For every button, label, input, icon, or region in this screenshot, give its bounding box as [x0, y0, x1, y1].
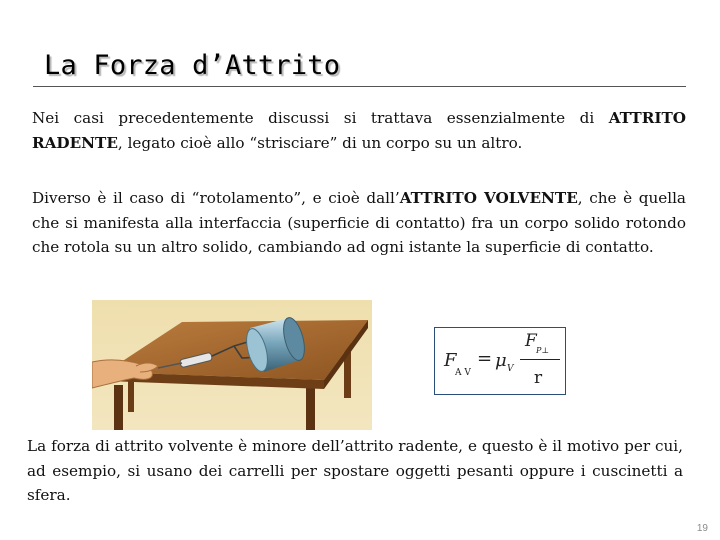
formula-mu: μ	[495, 350, 507, 371]
p1-text-2: , legato cioè allo “strisciare” di un corpo su un altro.	[117, 133, 523, 152]
formula-lhs: F	[444, 350, 457, 371]
formula-numerator-subscript: P⊥	[536, 346, 549, 355]
title-underline	[33, 86, 686, 87]
formula-mu-subscript: V	[507, 364, 514, 374]
formula-fraction-bar	[520, 359, 560, 360]
paragraph-rolling-intro	[32, 106, 686, 155]
paragraph-conclusion: La forza di attrito volvente è minore dell’attrito radente, e questo è il motivo per cui, ad esempio, si usano dei carrelli per spostare oggetti pesanti oppure i cuscinetti a sfera.	[27, 437, 683, 504]
p2-text-2: , che è quella che si manifesta alla interfaccia (superficie di contatto) fra un corpo solido rotondo che rotola su un altro solido, cambiando ad ogni istante la superficie di contatto.	[32, 189, 686, 256]
formula-equals: =	[477, 348, 493, 369]
p2-text-1: Diverso è il caso di “rotolamento”, e cioè dall’	[32, 189, 400, 207]
table-leg-front-left	[114, 385, 123, 430]
p1-text-1: Nei casi precedentemente discussi si trattava essenzialmente di	[32, 109, 609, 127]
formula-numerator: F	[525, 331, 537, 351]
p1-bold-term: ATTRITO RADENTE	[32, 109, 686, 152]
rolling-cylinder-illustration	[92, 300, 372, 430]
formula-lhs-subscript: A V	[455, 368, 471, 378]
slide-title: La Forza d’Attrito	[44, 50, 341, 81]
page-number: 19	[696, 523, 708, 534]
rolling-friction-formula	[434, 327, 566, 395]
table-leg-front-right	[306, 386, 315, 430]
paragraph-rolling-friction	[32, 186, 686, 260]
formula-denominator: r	[534, 368, 543, 388]
p2-bold-term: ATTRITO VOLVENTE	[399, 189, 578, 207]
